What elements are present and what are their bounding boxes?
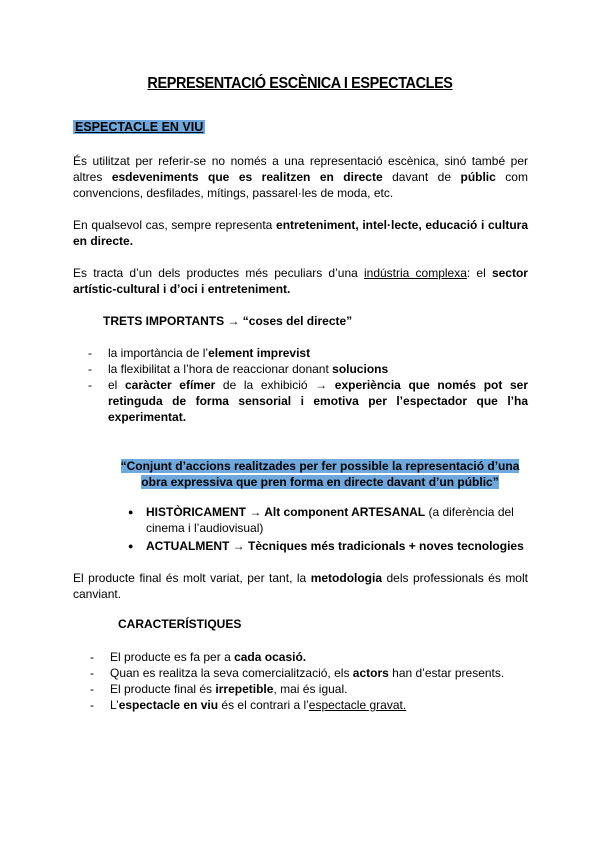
text-run: de la exhibició → (215, 378, 335, 392)
text-run: En qualsevol cas, sempre representa (73, 218, 277, 232)
bold-run: solucions (332, 362, 389, 376)
text-run: El producte es fa per a (110, 650, 235, 664)
dash-marker: - (90, 698, 94, 712)
text-run: L’ (110, 698, 119, 712)
paragraph-3 (73, 265, 528, 297)
bold-run: irrepetible (215, 682, 274, 696)
dash-marker: - (90, 682, 94, 696)
text-run: És utilitzat per referir-se no només a una representació escènica, sinó també per altres (73, 154, 528, 184)
caracteristiques-heading: CARACTERÍSTIQUES (118, 617, 242, 631)
section-heading-text: ESPECTACLE EN VIU (75, 120, 204, 134)
bold-run: ACTUALMENT → Tècniques més tradicionals + noves tecnologies (146, 539, 524, 553)
text-run: és el contrari a l’ (218, 698, 309, 712)
bold-run: esdeveniments que es realitzen en directe (111, 170, 383, 184)
underlined-run: indústria complexa (363, 266, 467, 280)
dash-marker: - (88, 362, 92, 376)
bold-run: element imprevist (208, 346, 311, 360)
bold-run: metodologia (310, 571, 383, 585)
text-run: davant de (382, 170, 461, 184)
bold-run: espectacle en viu (118, 698, 219, 712)
text-run: Es tracta d’un dels productes més peculiars d’una (73, 266, 364, 280)
underlined-run: espectacle gravat. (308, 698, 407, 712)
text-run: el (108, 378, 125, 392)
text-run: la importància de l’ (108, 346, 209, 360)
text-run: han d’estar presents. (388, 666, 505, 680)
text-run: , mai és igual. (273, 682, 348, 696)
dash-marker: - (88, 378, 92, 392)
paragraph-2 (73, 217, 528, 249)
bold-run: caràcter efímer (124, 378, 216, 392)
bullet-marker: ● (128, 541, 134, 551)
text-run: El producte final és molt variat, per tant, la (73, 571, 311, 585)
text-run: dels professionals és molt canviant. (73, 571, 528, 601)
bold-run: públic (460, 170, 496, 184)
dash-marker: - (90, 666, 94, 680)
paragraph-1 (73, 153, 528, 201)
quote-text: “Conjunt d’accions realitzades per fer possible la representació d’una obra expressiva que pren forma en directe davant d’un públic” (120, 459, 520, 489)
text-run: El producte final és (110, 682, 216, 696)
dash-marker: - (88, 346, 92, 360)
section-heading (73, 118, 205, 136)
bold-run: cada ocasió. (234, 650, 307, 664)
paragraph-4 (73, 570, 528, 602)
bold-run: HISTÒRICAMENT → Alt component ARTESANAL (146, 505, 426, 519)
text-run: com convencions, desfilades, mítings, passarel·les de moda, etc. (73, 170, 528, 200)
bullet-marker: ● (128, 507, 134, 517)
bold-run: actors (352, 666, 389, 680)
definition-quote (110, 458, 530, 490)
dash-marker: - (90, 650, 94, 664)
text-run: (a diferència del cinema i l’audiovisual) (146, 505, 514, 535)
text-run: : el (466, 266, 492, 280)
text-run: la flexibilitat a l’hora de reaccionar donant (108, 362, 333, 376)
trets-heading: TRETS IMPORTANTS → “coses del directe” (103, 314, 353, 328)
bold-run: sector artístic-cultural i d’oci i entreteniment. (73, 266, 528, 296)
bold-run: experiència que només pot ser retinguda de forma sensorial i emotiva per l’espectador que l’ha experimentat. (108, 378, 528, 424)
text-run: Quan es realitza la seva comercialització, els (110, 666, 353, 680)
bold-run: entreteniment, intel·lecte, educació i cultura en directe. (73, 218, 528, 248)
document-title: REPRESENTACIÓ ESCÈNICA I ESPECTACLES (147, 75, 453, 92)
